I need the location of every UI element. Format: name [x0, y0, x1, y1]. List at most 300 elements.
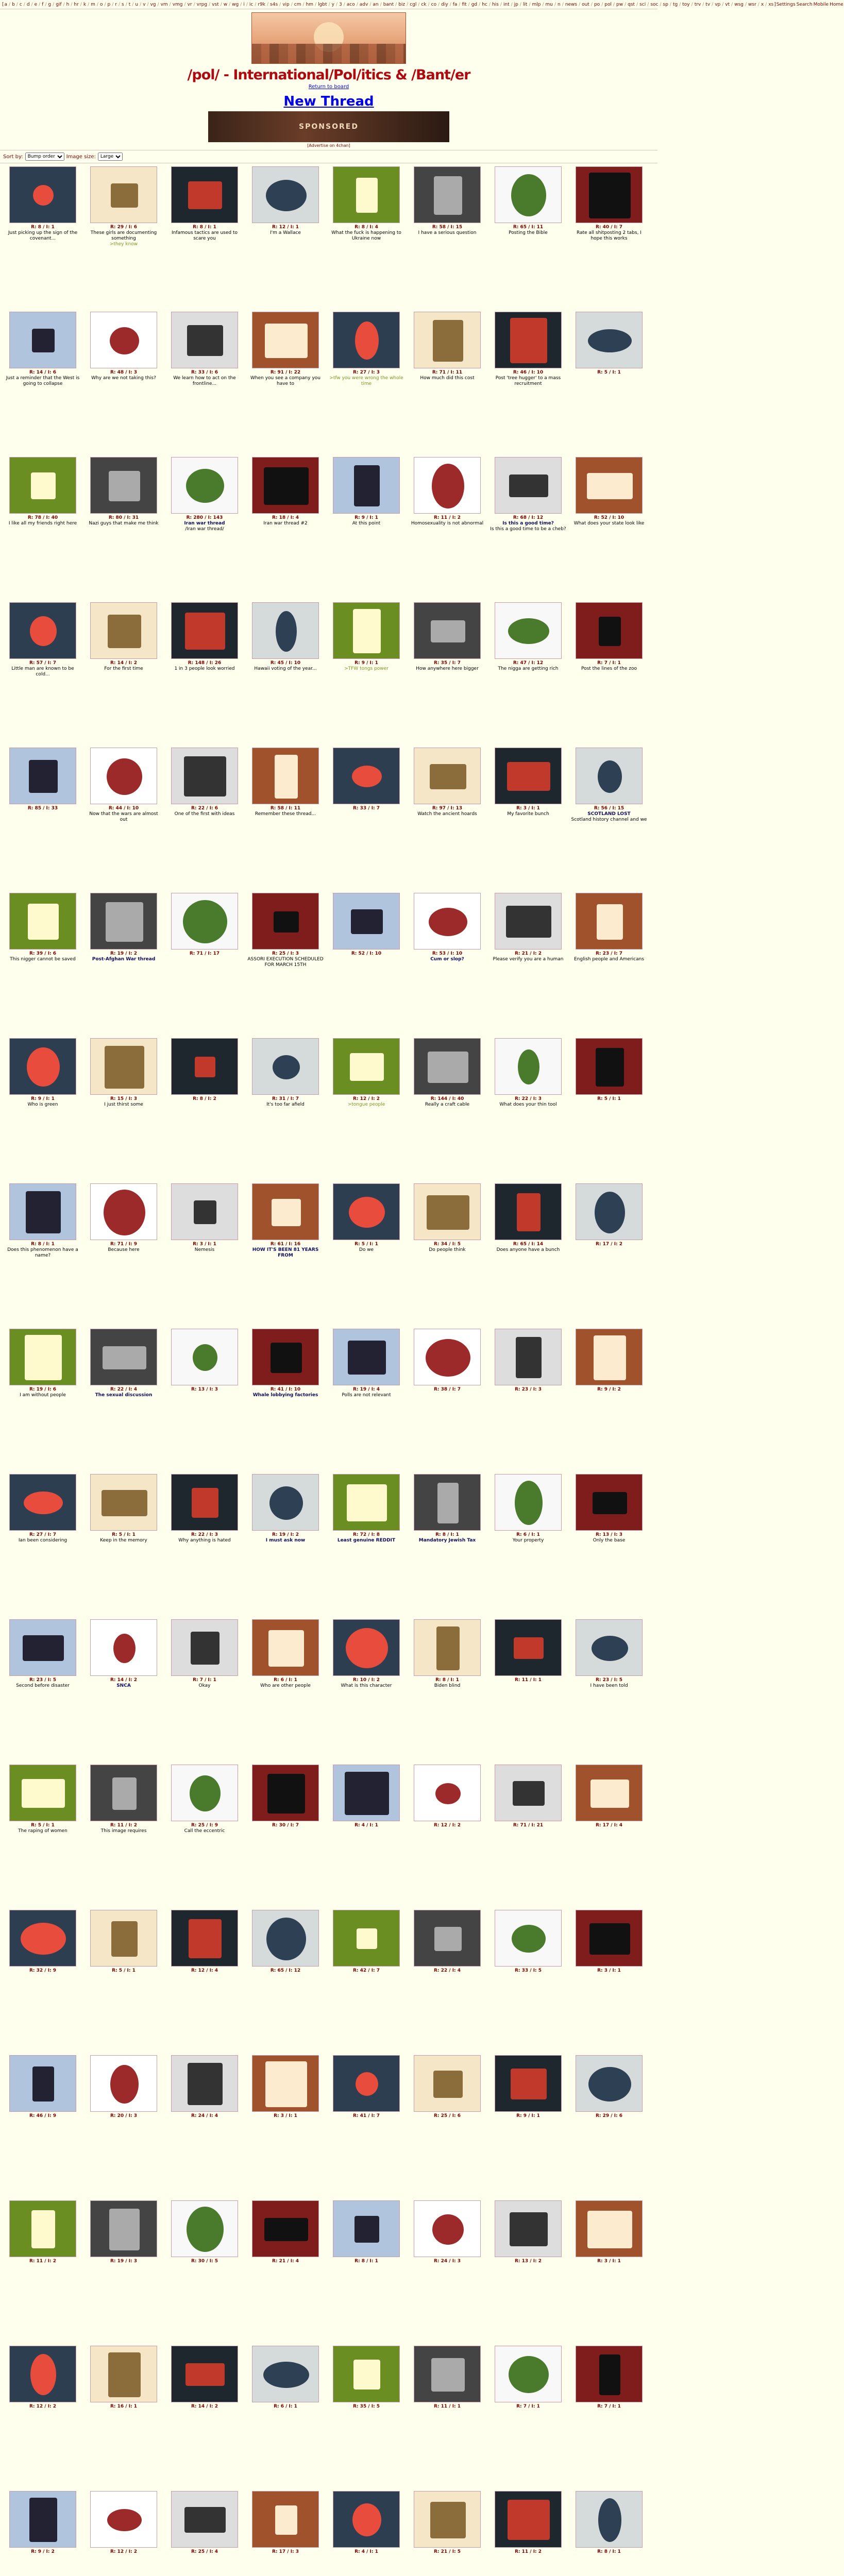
catalog-thread[interactable] — [328, 166, 405, 310]
catalog-thread[interactable] — [570, 1910, 648, 2053]
catalog-thread[interactable] — [489, 2055, 567, 2198]
catalog-thread[interactable] — [85, 1765, 162, 1908]
catalog-thread[interactable] — [166, 312, 243, 455]
catalog-thread[interactable] — [328, 893, 405, 1036]
thread-thumbnail[interactable] — [252, 2491, 319, 2548]
catalog-thread[interactable] — [85, 457, 162, 600]
catalog-thread[interactable] — [328, 1910, 405, 2053]
catalog-thread[interactable] — [85, 748, 162, 891]
thread-thumbnail[interactable] — [333, 166, 400, 223]
board-link-gd[interactable]: gd — [471, 2, 478, 7]
thread-thumbnail[interactable] — [252, 1474, 319, 1531]
board-link-r9k[interactable]: r9k — [258, 2, 265, 7]
board-link-m[interactable]: m — [91, 2, 95, 7]
catalog-thread[interactable] — [409, 2200, 486, 2344]
catalog-thread[interactable] — [328, 602, 405, 745]
thread-thumbnail[interactable] — [252, 457, 319, 514]
board-link-po[interactable]: po — [594, 2, 600, 7]
thread-thumbnail[interactable] — [333, 893, 400, 950]
thread-thumbnail[interactable] — [171, 1619, 238, 1676]
thread-thumbnail[interactable] — [495, 1038, 562, 1095]
catalog-thread[interactable] — [489, 893, 567, 1036]
catalog-thread[interactable] — [328, 748, 405, 891]
catalog-thread[interactable] — [489, 1619, 567, 1762]
thread-thumbnail[interactable] — [333, 1619, 400, 1676]
thread-thumbnail[interactable] — [252, 1329, 319, 1385]
thread-thumbnail[interactable] — [576, 312, 643, 368]
thread-thumbnail[interactable] — [9, 2200, 76, 2257]
board-link-vrpg[interactable]: vrpg — [196, 2, 208, 7]
board-link-vst[interactable]: vst — [212, 2, 219, 7]
catalog-thread[interactable] — [489, 1474, 567, 1617]
board-link-an[interactable]: an — [373, 2, 379, 7]
catalog-thread[interactable] — [4, 602, 81, 745]
board-link-qst[interactable]: qst — [628, 2, 635, 7]
catalog-thread[interactable] — [489, 1183, 567, 1327]
catalog-thread[interactable] — [489, 166, 567, 310]
catalog-thread[interactable] — [489, 748, 567, 891]
thread-thumbnail[interactable] — [171, 2200, 238, 2257]
board-link-mlp[interactable]: mlp — [532, 2, 541, 7]
thread-thumbnail[interactable] — [90, 1329, 157, 1385]
board-link-int[interactable]: int — [503, 2, 510, 7]
thread-thumbnail[interactable] — [171, 1765, 238, 1821]
catalog-thread[interactable] — [85, 312, 162, 455]
catalog-thread[interactable] — [166, 1474, 243, 1617]
thread-thumbnail[interactable] — [333, 2346, 400, 2402]
thread-thumbnail[interactable] — [90, 2055, 157, 2112]
board-link-k[interactable]: k — [83, 2, 87, 7]
board-link-wsg[interactable]: wsg — [734, 2, 744, 7]
catalog-thread[interactable] — [328, 1474, 405, 1617]
catalog-thread[interactable] — [409, 166, 486, 310]
thread-thumbnail[interactable] — [9, 457, 76, 514]
thread-thumbnail[interactable] — [333, 1329, 400, 1385]
catalog-thread[interactable] — [409, 1329, 486, 1472]
catalog-thread[interactable] — [570, 1183, 648, 1327]
catalog-thread[interactable] — [4, 166, 81, 310]
thread-thumbnail[interactable] — [252, 893, 319, 950]
board-link-bant[interactable]: bant — [383, 2, 394, 7]
thread-thumbnail[interactable] — [252, 2200, 319, 2257]
ad-banner[interactable] — [208, 111, 449, 142]
catalog-thread[interactable] — [247, 602, 324, 745]
thread-thumbnail[interactable] — [333, 2055, 400, 2112]
board-link-i[interactable]: i — [243, 2, 245, 7]
catalog-thread[interactable] — [570, 312, 648, 455]
catalog-thread[interactable] — [247, 1910, 324, 2053]
catalog-thread[interactable] — [409, 1619, 486, 1762]
thread-thumbnail[interactable] — [333, 2200, 400, 2257]
board-link-vmg[interactable]: vmg — [172, 2, 183, 7]
catalog-thread[interactable] — [85, 166, 162, 310]
thread-thumbnail[interactable] — [414, 1038, 481, 1095]
board-link-sci[interactable]: sci — [639, 2, 646, 7]
catalog-thread[interactable] — [166, 2200, 243, 2344]
board-link-x[interactable]: x — [761, 2, 764, 7]
thread-thumbnail[interactable] — [414, 893, 481, 950]
thread-thumbnail[interactable] — [495, 2491, 562, 2548]
thread-thumbnail[interactable] — [495, 893, 562, 950]
catalog-thread[interactable] — [247, 457, 324, 600]
catalog-thread[interactable] — [409, 1474, 486, 1617]
catalog-thread[interactable] — [489, 2346, 567, 2489]
nav-search-link[interactable]: Search — [796, 2, 813, 7]
catalog-thread[interactable] — [570, 602, 648, 745]
board-link-p[interactable]: p — [107, 2, 111, 7]
catalog-thread[interactable] — [570, 893, 648, 1036]
catalog-thread[interactable] — [166, 1619, 243, 1762]
catalog-thread[interactable] — [489, 602, 567, 745]
thread-thumbnail[interactable] — [252, 1910, 319, 1967]
thread-thumbnail[interactable] — [495, 1474, 562, 1531]
board-link-tg[interactable]: tg — [672, 2, 678, 7]
board-link-his[interactable]: his — [492, 2, 499, 7]
catalog-thread[interactable] — [4, 457, 81, 600]
thread-thumbnail[interactable] — [90, 748, 157, 804]
catalog-thread[interactable] — [247, 2346, 324, 2489]
thread-thumbnail[interactable] — [495, 748, 562, 804]
thread-thumbnail[interactable] — [9, 2491, 76, 2548]
board-link-adv[interactable]: adv — [359, 2, 368, 7]
catalog-thread[interactable] — [4, 1474, 81, 1617]
thread-thumbnail[interactable] — [414, 166, 481, 223]
catalog-thread[interactable] — [247, 312, 324, 455]
catalog-thread[interactable] — [85, 1910, 162, 2053]
thread-thumbnail[interactable] — [414, 1474, 481, 1531]
catalog-thread[interactable] — [85, 1329, 162, 1472]
board-link-cm[interactable]: cm — [294, 2, 301, 7]
catalog-thread[interactable] — [489, 457, 567, 600]
board-link-pol[interactable]: pol — [604, 2, 612, 7]
nav-settings-link[interactable]: Settings — [776, 2, 796, 7]
board-link-c[interactable]: c — [19, 2, 22, 7]
catalog-thread[interactable] — [247, 893, 324, 1036]
catalog-thread[interactable] — [489, 2491, 567, 2576]
thread-thumbnail[interactable] — [171, 602, 238, 659]
board-banner[interactable] — [251, 12, 406, 64]
board-link-s[interactable]: s — [122, 2, 124, 7]
thread-thumbnail[interactable] — [90, 602, 157, 659]
catalog-thread[interactable] — [166, 457, 243, 600]
board-link-fa[interactable]: fa — [452, 2, 458, 7]
thread-thumbnail[interactable] — [333, 2491, 400, 2548]
thread-thumbnail[interactable] — [90, 166, 157, 223]
thread-thumbnail[interactable] — [9, 166, 76, 223]
thread-thumbnail[interactable] — [252, 602, 319, 659]
board-link-lit[interactable]: lit — [522, 2, 528, 7]
catalog-thread[interactable] — [166, 1329, 243, 1472]
thread-thumbnail[interactable] — [333, 457, 400, 514]
board-link-diy[interactable]: diy — [441, 2, 448, 7]
thread-thumbnail[interactable] — [576, 1619, 643, 1676]
thread-thumbnail[interactable] — [333, 1474, 400, 1531]
board-link-sp[interactable]: sp — [663, 2, 668, 7]
thread-thumbnail[interactable] — [576, 2200, 643, 2257]
catalog-thread[interactable] — [328, 1619, 405, 1762]
thread-thumbnail[interactable] — [333, 602, 400, 659]
catalog-thread[interactable] — [247, 1619, 324, 1762]
board-link-ic[interactable]: ic — [249, 2, 254, 7]
catalog-thread[interactable] — [166, 2491, 243, 2576]
thread-thumbnail[interactable] — [252, 2055, 319, 2112]
thread-thumbnail[interactable] — [576, 1910, 643, 1967]
catalog-thread[interactable] — [247, 1183, 324, 1327]
thread-thumbnail[interactable] — [414, 1910, 481, 1967]
thread-thumbnail[interactable] — [576, 166, 643, 223]
catalog-thread[interactable] — [570, 166, 648, 310]
catalog-thread[interactable] — [4, 2491, 81, 2576]
catalog-thread[interactable] — [489, 1329, 567, 1472]
board-link-soc[interactable]: soc — [650, 2, 659, 7]
board-link-news[interactable]: news — [565, 2, 578, 7]
thread-thumbnail[interactable] — [171, 1474, 238, 1531]
catalog-thread[interactable] — [409, 1765, 486, 1908]
size-select[interactable] — [98, 152, 123, 161]
thread-thumbnail[interactable] — [171, 1183, 238, 1240]
thread-thumbnail[interactable] — [9, 1910, 76, 1967]
thread-thumbnail[interactable] — [576, 1183, 643, 1240]
nav-mobile-link[interactable]: Mobile — [813, 2, 829, 7]
nav-home-link[interactable]: Home — [830, 2, 843, 7]
thread-thumbnail[interactable] — [414, 2346, 481, 2402]
catalog-thread[interactable] — [166, 2346, 243, 2489]
thread-thumbnail[interactable] — [171, 1329, 238, 1385]
catalog-thread[interactable] — [328, 1183, 405, 1327]
thread-thumbnail[interactable] — [414, 2055, 481, 2112]
board-link-u[interactable]: u — [135, 2, 139, 7]
thread-thumbnail[interactable] — [252, 1038, 319, 1095]
catalog-thread[interactable] — [85, 2055, 162, 2198]
thread-thumbnail[interactable] — [171, 1038, 238, 1095]
thread-thumbnail[interactable] — [171, 312, 238, 368]
catalog-thread[interactable] — [409, 457, 486, 600]
board-link-gif[interactable]: gif — [56, 2, 62, 7]
thread-thumbnail[interactable] — [576, 2346, 643, 2402]
thread-thumbnail[interactable] — [495, 2200, 562, 2257]
catalog-thread[interactable] — [570, 2200, 648, 2344]
thread-thumbnail[interactable] — [495, 166, 562, 223]
catalog-thread[interactable] — [570, 2055, 648, 2198]
catalog-thread[interactable] — [85, 602, 162, 745]
thread-thumbnail[interactable] — [9, 893, 76, 950]
thread-thumbnail[interactable] — [414, 602, 481, 659]
thread-thumbnail[interactable] — [90, 1910, 157, 1967]
thread-thumbnail[interactable] — [90, 1619, 157, 1676]
catalog-thread[interactable] — [570, 1765, 648, 1908]
thread-thumbnail[interactable] — [414, 1329, 481, 1385]
catalog-thread[interactable] — [328, 2055, 405, 2198]
catalog-thread[interactable] — [409, 2346, 486, 2489]
thread-thumbnail[interactable] — [9, 602, 76, 659]
catalog-thread[interactable] — [4, 1619, 81, 1762]
thread-thumbnail[interactable] — [171, 893, 238, 950]
thread-thumbnail[interactable] — [333, 1765, 400, 1821]
board-link-s4s[interactable]: s4s — [270, 2, 278, 7]
board-link-fit[interactable]: fit — [462, 2, 467, 7]
board-link-a[interactable]: a — [4, 2, 8, 7]
catalog-thread[interactable] — [489, 2200, 567, 2344]
catalog-thread[interactable] — [328, 2200, 405, 2344]
board-link-vip[interactable]: vip — [282, 2, 290, 7]
catalog-thread[interactable] — [166, 166, 243, 310]
thread-thumbnail[interactable] — [9, 1619, 76, 1676]
thread-thumbnail[interactable] — [576, 2055, 643, 2112]
catalog-thread[interactable] — [570, 2491, 648, 2576]
board-link-xs[interactable]: xs — [768, 2, 774, 7]
catalog-thread[interactable] — [85, 2200, 162, 2344]
thread-thumbnail[interactable] — [252, 1619, 319, 1676]
thread-thumbnail[interactable] — [414, 2200, 481, 2257]
catalog-thread[interactable] — [409, 893, 486, 1036]
thread-thumbnail[interactable] — [9, 2346, 76, 2402]
catalog-thread[interactable] — [166, 1910, 243, 2053]
thread-thumbnail[interactable] — [171, 748, 238, 804]
catalog-thread[interactable] — [489, 1765, 567, 1908]
thread-thumbnail[interactable] — [171, 2055, 238, 2112]
catalog-thread[interactable] — [570, 1329, 648, 1472]
catalog-thread[interactable] — [247, 2491, 324, 2576]
board-link-co[interactable]: co — [431, 2, 437, 7]
thread-thumbnail[interactable] — [576, 1474, 643, 1531]
catalog-thread[interactable] — [4, 2055, 81, 2198]
board-link-vt[interactable]: vt — [725, 2, 730, 7]
sort-select[interactable] — [25, 152, 64, 161]
board-link-v[interactable]: v — [143, 2, 146, 7]
thread-thumbnail[interactable] — [171, 2491, 238, 2548]
catalog-thread[interactable] — [328, 457, 405, 600]
thread-thumbnail[interactable] — [9, 1765, 76, 1821]
thread-thumbnail[interactable] — [333, 312, 400, 368]
catalog-thread[interactable] — [328, 1329, 405, 1472]
catalog-thread[interactable] — [328, 1038, 405, 1181]
thread-thumbnail[interactable] — [414, 2491, 481, 2548]
thread-thumbnail[interactable] — [576, 748, 643, 804]
board-link-hm[interactable]: hm — [306, 2, 314, 7]
catalog-thread[interactable] — [4, 1765, 81, 1908]
thread-thumbnail[interactable] — [576, 1329, 643, 1385]
thread-thumbnail[interactable] — [171, 457, 238, 514]
catalog-thread[interactable] — [570, 1474, 648, 1617]
board-link-vp[interactable]: vp — [715, 2, 721, 7]
thread-thumbnail[interactable] — [495, 1765, 562, 1821]
catalog-thread[interactable] — [247, 748, 324, 891]
catalog-thread[interactable] — [409, 2491, 486, 2576]
thread-thumbnail[interactable] — [576, 1038, 643, 1095]
return-link[interactable]: Return to board — [308, 84, 349, 90]
board-link-cgl[interactable]: cgl — [410, 2, 417, 7]
board-link-o[interactable]: o — [99, 2, 103, 7]
catalog-thread[interactable] — [247, 1474, 324, 1617]
catalog-thread[interactable] — [4, 1183, 81, 1327]
thread-thumbnail[interactable] — [414, 1765, 481, 1821]
thread-thumbnail[interactable] — [576, 457, 643, 514]
thread-thumbnail[interactable] — [9, 1183, 76, 1240]
board-link-vg[interactable]: vg — [150, 2, 156, 7]
thread-thumbnail[interactable] — [414, 748, 481, 804]
catalog-thread[interactable] — [328, 312, 405, 455]
catalog-thread[interactable] — [570, 748, 648, 891]
catalog-thread[interactable] — [166, 893, 243, 1036]
thread-thumbnail[interactable] — [495, 457, 562, 514]
thread-thumbnail[interactable] — [495, 1910, 562, 1967]
catalog-thread[interactable] — [328, 1765, 405, 1908]
thread-thumbnail[interactable] — [90, 1038, 157, 1095]
thread-thumbnail[interactable] — [252, 166, 319, 223]
catalog-thread[interactable] — [570, 1619, 648, 1762]
catalog-thread[interactable] — [4, 2346, 81, 2489]
thread-thumbnail[interactable] — [171, 1910, 238, 1967]
thread-thumbnail[interactable] — [90, 2491, 157, 2548]
thread-thumbnail[interactable] — [414, 1619, 481, 1676]
board-link-toy[interactable]: toy — [682, 2, 690, 7]
board-link-hr[interactable]: hr — [74, 2, 79, 7]
catalog-thread[interactable] — [85, 1183, 162, 1327]
board-link-vr[interactable]: vr — [187, 2, 192, 7]
thread-thumbnail[interactable] — [333, 748, 400, 804]
catalog-thread[interactable] — [409, 1910, 486, 2053]
catalog-thread[interactable] — [489, 1910, 567, 2053]
thread-thumbnail[interactable] — [576, 2491, 643, 2548]
thread-thumbnail[interactable] — [9, 1038, 76, 1095]
thread-thumbnail[interactable] — [9, 312, 76, 368]
catalog-thread[interactable] — [85, 893, 162, 1036]
board-link-3[interactable]: 3 — [339, 2, 342, 7]
catalog-thread[interactable] — [85, 2491, 162, 2576]
thread-thumbnail[interactable] — [90, 457, 157, 514]
catalog-thread[interactable] — [328, 2491, 405, 2576]
thread-thumbnail[interactable] — [333, 1910, 400, 1967]
catalog-thread[interactable] — [247, 1329, 324, 1472]
catalog-thread[interactable] — [489, 312, 567, 455]
board-link-out[interactable]: out — [582, 2, 589, 7]
thread-thumbnail[interactable] — [333, 1038, 400, 1095]
catalog-thread[interactable] — [85, 1619, 162, 1762]
thread-thumbnail[interactable] — [495, 312, 562, 368]
board-link-mu[interactable]: mu — [545, 2, 553, 7]
board-link-aco[interactable]: aco — [346, 2, 355, 7]
catalog-thread[interactable] — [247, 1765, 324, 1908]
catalog-thread[interactable] — [85, 1474, 162, 1617]
thread-thumbnail[interactable] — [90, 893, 157, 950]
board-link-f[interactable]: f — [42, 2, 44, 7]
board-link-e[interactable]: e — [34, 2, 38, 7]
catalog-thread[interactable] — [166, 1038, 243, 1181]
catalog-thread[interactable] — [570, 1038, 648, 1181]
thread-thumbnail[interactable] — [495, 1619, 562, 1676]
catalog-thread[interactable] — [247, 2055, 324, 2198]
board-link-d[interactable]: d — [26, 2, 30, 7]
board-link-n[interactable]: n — [558, 2, 561, 7]
catalog-thread[interactable] — [4, 2200, 81, 2344]
thread-thumbnail[interactable] — [252, 2346, 319, 2402]
catalog-thread[interactable] — [570, 457, 648, 600]
catalog-thread[interactable] — [328, 2346, 405, 2489]
thread-thumbnail[interactable] — [576, 893, 643, 950]
thread-thumbnail[interactable] — [252, 312, 319, 368]
board-link-hc[interactable]: hc — [482, 2, 487, 7]
thread-thumbnail[interactable] — [171, 166, 238, 223]
board-link-b[interactable]: b — [12, 2, 15, 7]
board-link-w[interactable]: w — [223, 2, 228, 7]
catalog-thread[interactable] — [409, 2055, 486, 2198]
thread-thumbnail[interactable] — [90, 2200, 157, 2257]
thread-thumbnail[interactable] — [495, 1329, 562, 1385]
thread-thumbnail[interactable] — [90, 312, 157, 368]
board-link-jp[interactable]: jp — [514, 2, 518, 7]
board-link-g[interactable]: g — [48, 2, 52, 7]
board-link-biz[interactable]: biz — [398, 2, 406, 7]
